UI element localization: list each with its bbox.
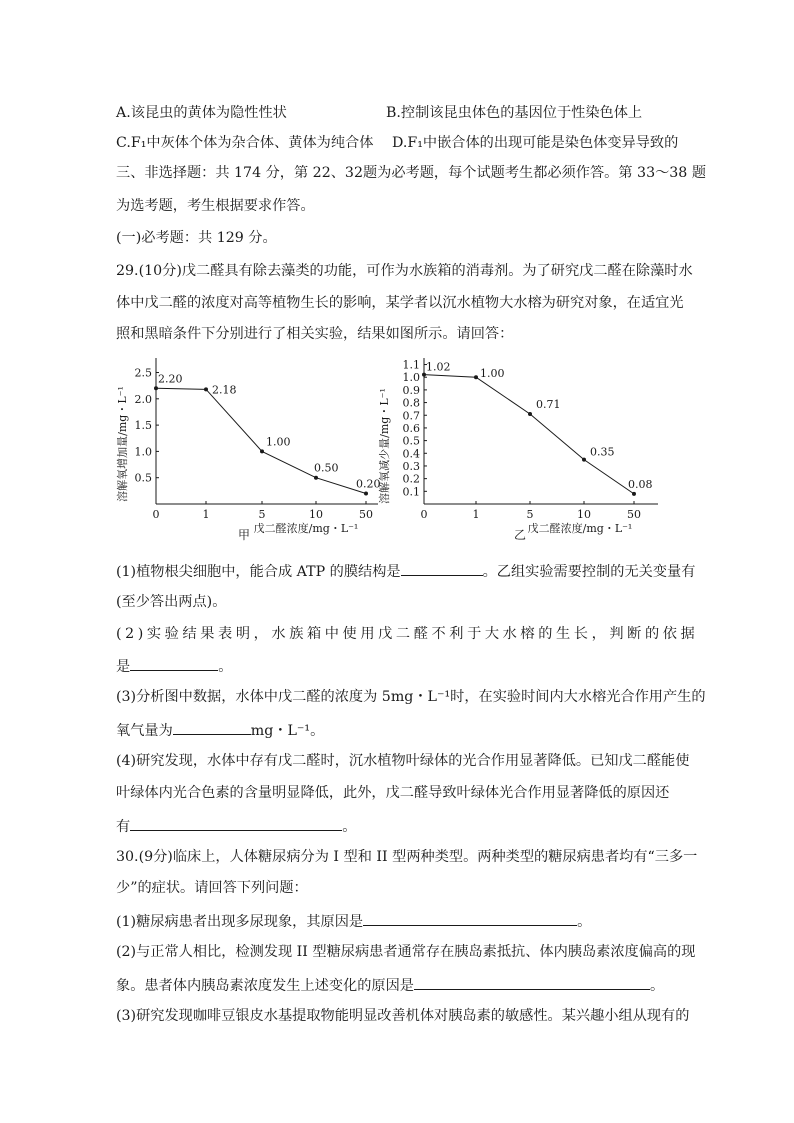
chart-jia-data-point [314,476,318,480]
q29-part2-answer-blank[interactable] [130,655,218,671]
chart-yi-caption: 乙 [513,528,527,542]
chart-yi-data-label: 1.02 [426,360,451,374]
q29-part2-text-b: 是 [116,659,131,675]
chart-yi-ytick-label: 0.2 [402,472,420,486]
q30-part1-line-1 [116,910,591,932]
chart-yi-ylabel: 溶解氧减少量/mg・L⁻¹ [378,388,391,504]
chart-yi-xtick-label: 1 [472,508,480,521]
chart-yi-series [422,373,636,496]
chart-jia-caption: 甲 [237,528,251,542]
q29-part1-text-b: 。乙组实验需要控制的无关变量有 [482,564,696,580]
q30-part2-line-1: (2)与正常人相比，检测发现 II 型糖尿病患者通常存在胰岛素抵抗、体内胰岛素浓度偏高的现 [116,944,696,960]
chart-jia-data-label: 2.18 [212,383,237,397]
chart-yi-ytick-label: 0.3 [402,459,420,473]
q30-part2-text-c: 。 [649,978,665,994]
chart-yi-axes [424,358,658,504]
chart-jia-series-line [156,388,366,493]
q29-stem-line-1: 29.(10分)戊二醛具有除去藻类的功能，可作为水族箱的消毒剂。为了研究戊二醛在除藻时水 [116,263,693,279]
q30-part1-text-a: (1)糖尿病患者出现多尿现象，其原因是 [116,914,364,930]
chart-jia-xtick-label: 10 [309,508,323,521]
chart-jia-yticks [135,367,160,485]
chart-jia [110,352,382,548]
q30-part1-answer-blank[interactable] [363,910,577,926]
q29-part4-text-c: 有 [116,819,131,835]
q29-part4-text-d: 。 [342,819,357,835]
chart-yi-ytick-label: 0.4 [402,447,420,461]
chart-yi-data-label: 1.00 [480,367,505,381]
q29-part2-line-1: (2)实验结果表明，水族箱中使用戊二醛不利于大水榕的生长，判断的依据 [116,626,699,642]
chart-yi-ytick-label: 0.1 [402,485,420,499]
q29-stem-line-2: 体中戊二醛的浓度对高等植物生长的影响，某学者以沉水植物大水榕为研究对象，在适宜光 [116,295,684,311]
chart-jia-data-label: 0.50 [314,461,339,475]
chart-jia-data-point [204,387,208,391]
q29-part2-line-2 [116,655,232,677]
q29-part3-answer-blank[interactable] [173,719,251,735]
chart-yi-ytick-label: 0.8 [402,396,420,410]
chart-yi-yticks [403,359,428,499]
chart-yi-ytick-label: 1.1 [402,358,420,372]
q29-part1-text-a: (1)植物根尖细胞中，能合成 ATP 的膜结构是 [116,564,401,580]
chart-yi-data-labels [426,361,653,491]
q29-part1-line-1 [116,560,695,582]
chart-jia-data-point [364,491,368,495]
q29-part4-line-3 [116,815,356,837]
q29-part3-line-2 [116,719,324,741]
chart-yi-data-label: 0.08 [628,477,653,491]
chart-jia-data-label: 1.00 [266,435,291,449]
q30-part2-answer-blank[interactable] [414,974,650,990]
q29-part3-line-1: (3)分析图中数据，水体中戊二醛的浓度为 5mg・L⁻¹时，在实验时间内大水榕光合作用产生的 [116,689,706,705]
required-section-heading: (一)必考题：共 129 分。 [116,230,277,246]
chart-yi-series-line [424,375,634,494]
chart-yi-xtick-label: 5 [526,508,534,521]
chart-jia-ytick-label: 2.5 [134,366,152,380]
chart-jia-ytick-label: 0.5 [134,471,152,485]
chart-jia-data-point [154,386,158,390]
chart-jia-ytick-label: 1.5 [134,419,152,433]
chart-yi-ytick-label: 0.9 [402,383,420,397]
chart-jia-axes [156,358,378,504]
chart-yi-xtick-label: 50 [627,508,641,521]
chart-yi-data-label: 0.35 [590,445,615,459]
q29-stem-line-3: 照和黑暗条件下分别进行了相关实验，结果如图所示。请回答： [116,326,514,342]
q30-stem-line-2: 少”的症状。请回答下列问题： [116,880,308,896]
chart-jia-data-label: 2.20 [158,372,183,386]
chart-yi-data-point [474,375,478,379]
q30-part1-text-b: 。 [577,914,592,930]
chart-jia-data-labels [158,372,381,490]
q29-part2-text-c: 。 [218,659,233,675]
q29-part4-line-2: 叶绿体内光合色素的含量明显降低，此外，戊二醛导致叶绿体光合作用显著降低的原因还 [116,785,670,801]
chart-yi-data-point [528,412,532,416]
chart-jia-ytick-label: 1.0 [134,445,152,459]
chart-jia-xlabel: 戊二醛浓度/mg・L⁻¹ [253,522,359,535]
chart-yi-data-point [582,458,586,462]
q30-part3-line-1: (3)研究发现咖啡豆银皮水基提取物能明显改善机体对胰岛素的敏感性。某兴趣小组从现有的 [116,1008,690,1024]
chart-yi-ytick-label: 0.7 [402,409,420,423]
q30-stem-line-1: 30.(9分)临床上，人体糖尿病分为 I 型和 II 型两种类型。两种类型的糖尿病患者均有“三多一 [116,849,698,865]
q29-part4-answer-blank[interactable] [130,815,342,831]
option-c: C.F₁中灰体个体为杂合体、黄体为纯合体 [116,135,374,151]
q29-part4-line-1: (4)研究发现，水体中存有戊二醛时，沉水植物叶绿体的光合作用显著降低。已知戊二醛能使 [116,753,690,769]
option-b: B.控制该昆虫体色的基因位于性染色体上 [386,105,643,121]
chart-yi [376,352,660,548]
q29-part1-answer-blank-1[interactable] [401,560,483,576]
chart-jia-series [154,386,368,495]
section-intro-line-1: 三、非选择题：共 174 分，第 22、32题为必考题，每个试题考生都必须作答。第 33～38 题 [116,165,707,181]
chart-yi-ytick-label: 0.6 [402,421,420,435]
option-d: D.F₁中嵌合体的出现可能是染色体变异导致的 [392,135,679,151]
chart-yi-xtick-label: 0 [420,508,428,521]
chart-jia-xtick-label: 1 [202,508,210,521]
q30-part2-text-b: 象。患者体内胰岛素浓度发生上述变化的原因是 [116,978,414,994]
section-intro-line-2: 为选考题，考生根据要求作答。 [116,198,315,214]
chart-jia-xtick-label: 50 [359,508,373,521]
q29-part1-line-2: (至少答出两点)。 [116,594,227,610]
chart-jia-data-point [260,449,264,453]
chart-jia-xtick-label: 5 [258,508,266,521]
chart-yi-ytick-label: 1.0 [402,371,420,385]
option-a: A.该昆虫的黄体为隐性性状 [116,105,287,121]
q30-part2-line-2 [116,974,664,996]
chart-yi-data-point [632,492,636,496]
q29-part3-text-b: 氧气量为 [116,723,173,739]
chart-yi-data-label: 0.71 [536,397,561,411]
chart-yi-xtick-label: 10 [577,508,591,521]
chart-yi-ytick-label: 0.5 [402,434,420,448]
chart-jia-xtick-label: 0 [152,508,160,521]
chart-jia-ylabel: 溶解氧增加量/mg・L⁻¹ [116,386,129,502]
chart-yi-xlabel: 戊二醛浓度/mg・L⁻¹ [527,522,633,535]
chart-jia-ytick-label: 2.0 [134,392,152,406]
chart-jia-data-label: 0.20 [356,477,381,491]
q29-part3-text-c: mg・L⁻¹。 [250,723,325,739]
